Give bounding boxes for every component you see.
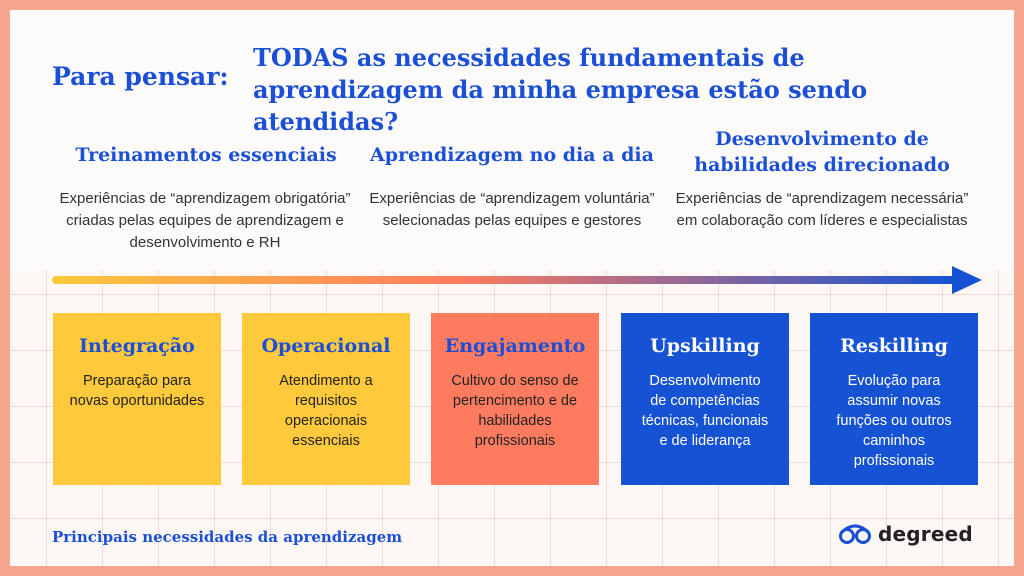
- card-reskilling: [810, 313, 978, 485]
- column-title-essential-training: Treinamentos essenciais: [75, 144, 337, 166]
- brand-logo: [838, 522, 973, 546]
- card-operational: [242, 313, 410, 485]
- lead-label: Para pensar:: [52, 62, 229, 91]
- headline-question: TODAS as necessidades fundamentais de aprendizagem da minha empresa estão sendo atendidas?: [253, 43, 868, 136]
- card-title: Engajamento: [444, 335, 586, 357]
- card-upskilling: [621, 313, 789, 485]
- card-text: Preparação para novas oportunidades: [69, 373, 205, 409]
- card-title: Reskilling: [840, 335, 948, 357]
- card-text: Desenvolvimento de competências técnicas, funcionais e de liderança: [641, 373, 769, 449]
- column-title-targeted-development: Desenvolvimento de habilidades direcionado: [694, 128, 950, 176]
- card-title: Integração: [79, 335, 195, 357]
- card-integration: [53, 313, 221, 485]
- card-title: Upskilling: [650, 335, 760, 357]
- column-description-targeted-development: Experiências de “aprendizagem necessária” em colaboração com líderes e especialistas: [675, 190, 969, 229]
- card-text: Evolução para assumir novas funções ou outros caminhos profissionais: [836, 373, 952, 469]
- column-description-essential-training: Experiências de “aprendizagem obrigatória” criadas pelas equipes de aprendizagem e desenvolvimento e RH: [59, 190, 351, 251]
- column-description-daily-learning: Experiências de “aprendizagem voluntária” selecionadas pelas equipes e gestores: [369, 190, 655, 229]
- progression-arrow: [52, 264, 982, 296]
- card-text: Atendimento a requisitos operacionais essenciais: [279, 373, 373, 449]
- column-title-daily-learning: Aprendizagem no dia a dia: [370, 144, 654, 166]
- degreed-logo-icon: [838, 523, 872, 545]
- card-text: Cultivo do senso de pertencimento e de habilidades profissionais: [451, 373, 579, 449]
- brand-name: degreed: [878, 522, 973, 546]
- card-engagement: [431, 313, 599, 485]
- footer-caption: Principais necessidades da aprendizagem: [52, 528, 403, 546]
- card-title: Operacional: [261, 335, 391, 357]
